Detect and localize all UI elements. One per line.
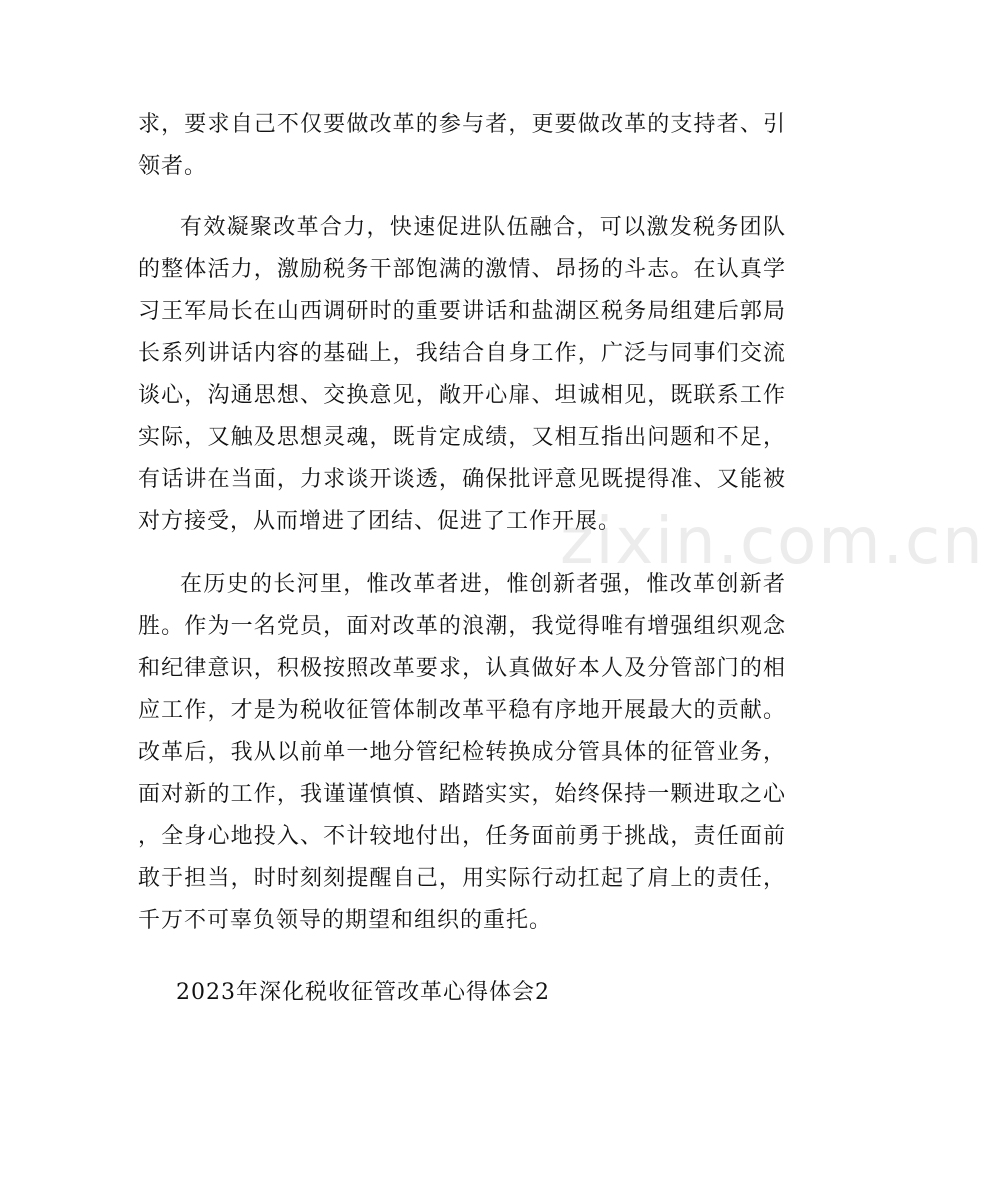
paragraph-1-line-1: 求，要求自己不仅要做改革的参与者，更要做改革的支持者、引 [138, 112, 786, 137]
paragraph-2-line-3: 习王军局长在山西调研时的重要讲话和盐湖区税务局组建后郭局 [138, 299, 786, 324]
paragraph-3-line-3: 和纪律意识，积极按照改革要求，认真做好本人及分管部门的相 [138, 656, 786, 681]
paragraph-2-line-6: 实际，又触及思想灵魂，既肯定成绩，又相互指出问题和不足， [138, 425, 786, 450]
paragraph-2-line-7: 有话讲在当面，力求谈开谈透，确保批评意见既提得准、又能被 [138, 467, 786, 492]
paragraph-2-line-8: 对方接受，从而增进了团结、促进了工作开展。 [138, 509, 622, 534]
paragraph-3-line-2: 胜。作为一名党员，面对改革的浪潮，我觉得唯有增强组织观念 [138, 614, 786, 639]
paragraph-3-line-8: 敢于担当，时时刻刻提醒自己，用实际行动扛起了肩上的责任， [138, 866, 786, 891]
paragraph-2-line-5: 谈心，沟通思想、交换意见，敞开心扉、坦诚相见，既联系工作 [138, 383, 786, 408]
paragraph-2-line-2: 的整体活力，激励税务干部饱满的激情、昂扬的斗志。在认真学 [138, 257, 786, 282]
paragraph-2-line-4: 长系列讲话内容的基础上，我结合自身工作，广泛与同事们交流 [138, 341, 786, 366]
paragraph-3-line-7: ，全身心地投入、不计较地付出，任务面前勇于挑战，责任面前 [138, 824, 786, 849]
section-heading: 2023年深化税收征管改革心得体会2 [176, 980, 550, 1005]
paragraph-3-line-4: 应工作，才是为税收征管体制改革平稳有序地开展最大的贡献。 [138, 698, 786, 723]
paragraph-3-line-1: 在历史的长河里，惟改革者进，惟创新者强，惟改革创新者 [180, 572, 786, 597]
watermark: zixin.com.cn [560, 505, 985, 579]
paragraph-3-line-5: 改革后，我从以前单一地分管纪检转换成分管具体的征管业务， [138, 740, 786, 765]
paragraph-1-line-2: 领者。 [138, 154, 208, 179]
paragraph-3-line-9: 千万不可辜负领导的期望和组织的重托。 [138, 908, 553, 933]
paragraph-3-line-6: 面对新的工作，我谨谨慎慎、踏踏实实，始终保持一颗进取之心 [138, 782, 786, 807]
paragraph-2-line-1: 有效凝聚改革合力，快速促进队伍融合，可以激发税务团队 [180, 215, 786, 240]
